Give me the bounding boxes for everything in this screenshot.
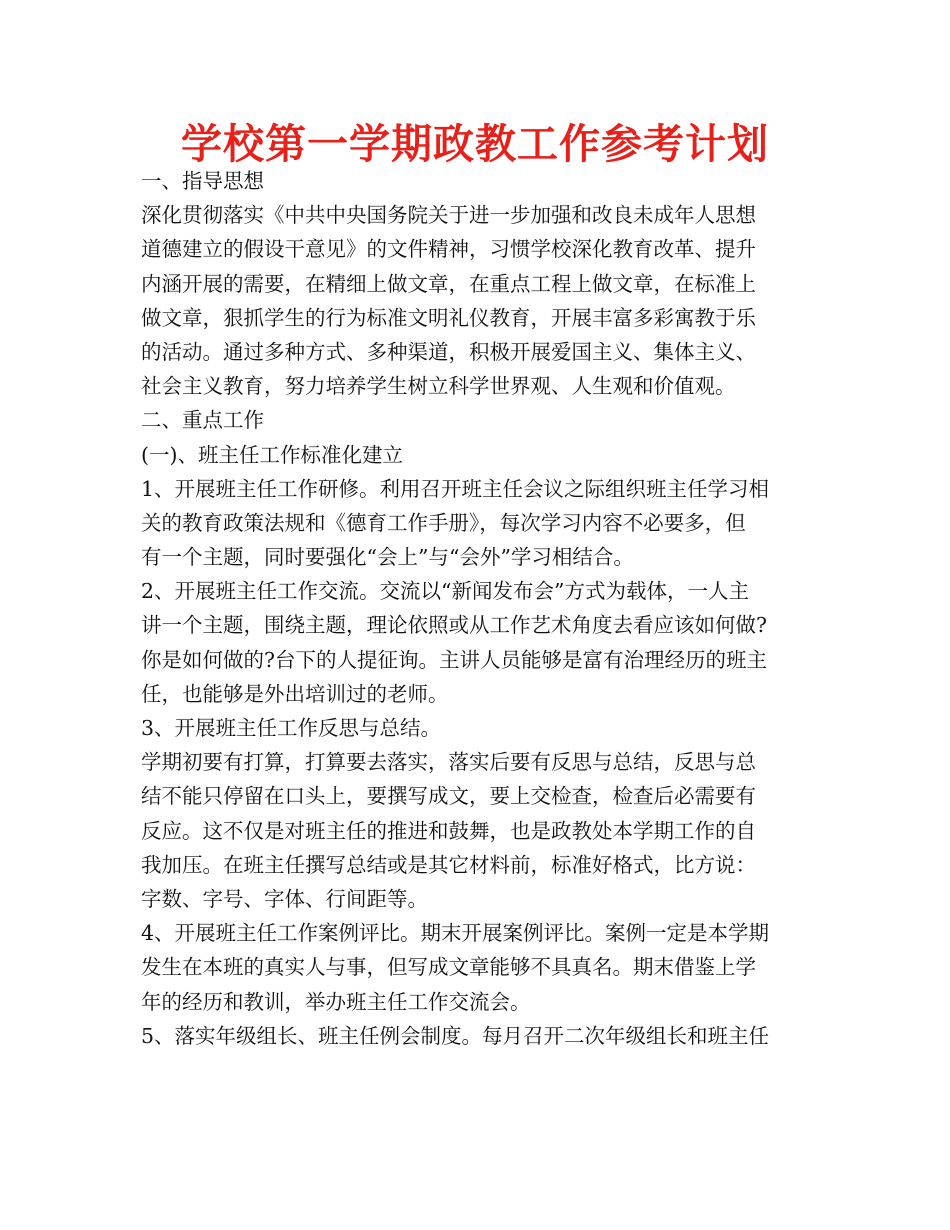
body-line: 发生在本班的真实人与事，但写成文章能够不具真名。期末借鉴上学: [141, 955, 756, 980]
body-line: 3、开展班主任工作反思与总结。: [141, 716, 442, 740]
body-line: 你是如何做的?台下的人提征询。主讲人员能够是富有治理经历的班主: [141, 647, 767, 672]
document-body: [141, 164, 811, 1053]
body-line: 一、指导思想: [141, 169, 264, 193]
body-line: 字数、字号、字体、行间距等。: [141, 886, 428, 911]
body-line: 学期初要有打算，打算要去落实，落实后要有反思与总结，反思与总: [141, 750, 756, 775]
body-line: 做文章，狠抓学生的行为标准文明礼仪教育，开展丰富多彩寓教于乐: [141, 305, 756, 330]
body-line: 年的经历和教训，举办班主任工作交流会。: [141, 989, 531, 1014]
body-line: 1、开展班主任工作研修。利用召开班主任会议之际组织班主任学习相: [141, 476, 770, 501]
body-line: (一)、班主任工作标准化建立: [141, 442, 403, 467]
body-line: 社会主义教育，努力培养学生树立科学世界观、人生观和价值观。: [141, 374, 736, 399]
body-line: 的活动。通过多种方式、多种渠道，积极开展爱国主义、集体主义、: [141, 339, 756, 364]
body-line: 5、落实年级组长、班主任例会制度。每月召开二次年级组长和班主任: [141, 1023, 770, 1048]
body-line: 我加压。在班主任撰写总结或是其它材料前，标准好格式，比方说：: [141, 852, 756, 877]
body-line: 深化贯彻落实《中共中央国务院关于进一步加强和改良未成年人思想: [141, 203, 756, 228]
body-line: 反应。这不仅是对班主任的推进和鼓舞，也是政教处本学期工作的自: [141, 818, 756, 843]
body-line: 任，也能够是外出培训过的老师。: [141, 681, 449, 706]
body-line: 4、开展班主任工作案例评比。期末开展案例评比。案例一定是本学期: [141, 921, 770, 946]
body-line: 关的教育政策法规和《德育工作手册》，每次学习内容不必要多，但: [141, 510, 746, 535]
body-line: 道德建立的假设干意见》的文件精神，习惯学校深化教育改革、提升: [141, 237, 756, 262]
document-title: 学校第一学期政教工作参考计划: [181, 120, 769, 168]
body-line: 讲一个主题，围绕主题，理论依照或从工作艺术角度去看应该如何做?: [141, 613, 767, 638]
body-line: 结不能只停留在口头上，要撰写成文，要上交检查，检查后必需要有: [141, 784, 756, 809]
body-line: 二、重点工作: [141, 408, 264, 433]
body-line: 2、开展班主任工作交流。交流以“新闻发布会”方式为载体，一人主: [141, 579, 750, 604]
body-line: 有一个主题，同时要强化“会上”与“会外”学习相结合。: [141, 545, 634, 570]
body-line: 内涵开展的需要，在精细上做文章，在重点工程上做文章，在标准上: [141, 271, 756, 296]
